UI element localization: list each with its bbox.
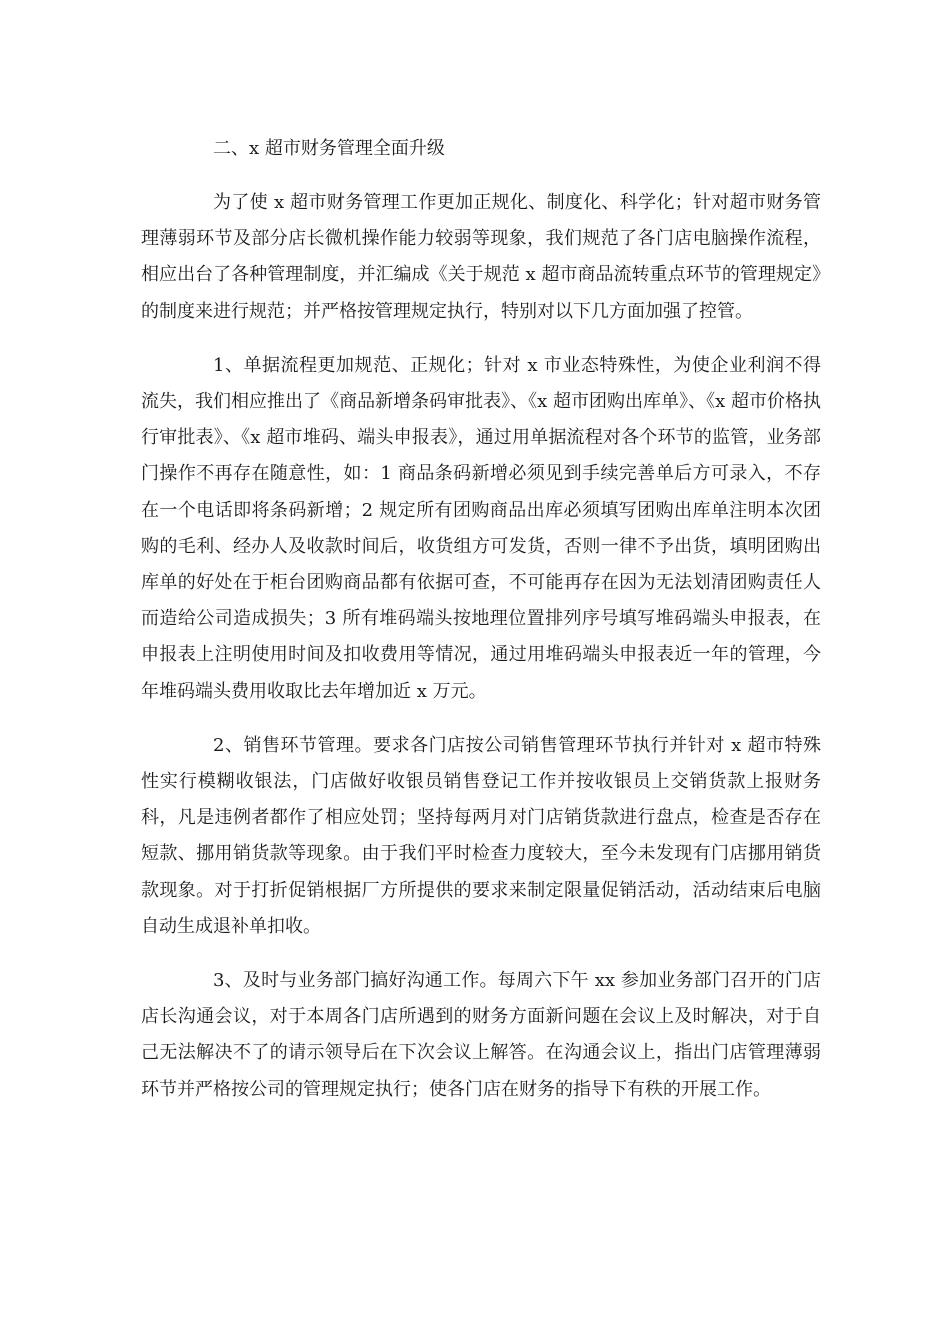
paragraph-intro: 为了使 x 超市财务管理工作更加正规化、制度化、科学化；针对超市财务管理薄弱环节及部分店长微机操作能力较弱等现象，我们规范了各门店电脑操作流程，相应出台了各种管理制度，并汇编成《关于规范 x 超市商品流转重点环节的管理规定》的制度来进行规范；并严格按管理规定执行，特别对以下几方面加强了控管。 <box>141 192 821 322</box>
paragraph-document-flow: 1、单据流程更加规范、正规化；针对 x 市业态特殊性，为使企业利润不得流失，我们相应推出了《商品新增条码审批表》、《x 超市团购出库单》、《x 超市价格执行审批表》、《x 超市堆码、端头申报表》，通过用单据流程对各个环节的监管，业务部门操作不再存在随意性，如：1 商品条码新增必须见到手续完善单后方可录入，不存在一个电话即将条码新增；2 规定所有团购商品出库必须填写团购出库单注明本次团购的毛利、经办人及收款时间后，收货组方可发货，否则一律不予出货，填明团购出库单的好处在于柜台团购商品都有依据可查，不可能再存在因为无法划清团购责任人而造给公司造成损失；3 所有堆码端头按地理位置排列序号填写堆码端头申报表，在申报表上注明使用时间及扣收费用等情况，通过用堆码端头申报表近一年的管理，今年堆码端头费用收取比去年增加近 x 万元。 <box>141 354 821 702</box>
paragraph-communication: 3、及时与业务部门搞好沟通工作。每周六下午 xx 参加业务部门召开的门店店长沟通会议，对于本周各门店所遇到的财务方面新问题在会议上及时解决，对于自己无法解决不了的请示领导后在下次会议上解答。在沟通会议上，指出门店管理薄弱环节并严格按公司的管理规定执行；使各门店在财务的指导下有秩的开展工作。 <box>141 970 821 1100</box>
document-body <box>141 131 821 1126</box>
paragraph-sales-management: 2、销售环节管理。要求各门店按公司销售管理环节执行并针对 x 超市特殊性实行模糊收银法，门店做好收银员销售登记工作并按收银员上交销货款上报财务科，凡是违例者都作了相应处罚；坚持每两月对门店销货款进行盘点，检查是否存在短款、挪用销货款等现象。由于我们平时检查力度较大，至今未发现有门店挪用销货款现象。对于打折促销根据厂方所提供的要求来制定限量促销活动，活动结束后电脑自动生成退补单扣收。 <box>141 734 821 937</box>
section-heading: 二、x 超市财务管理全面升级 <box>213 138 445 159</box>
